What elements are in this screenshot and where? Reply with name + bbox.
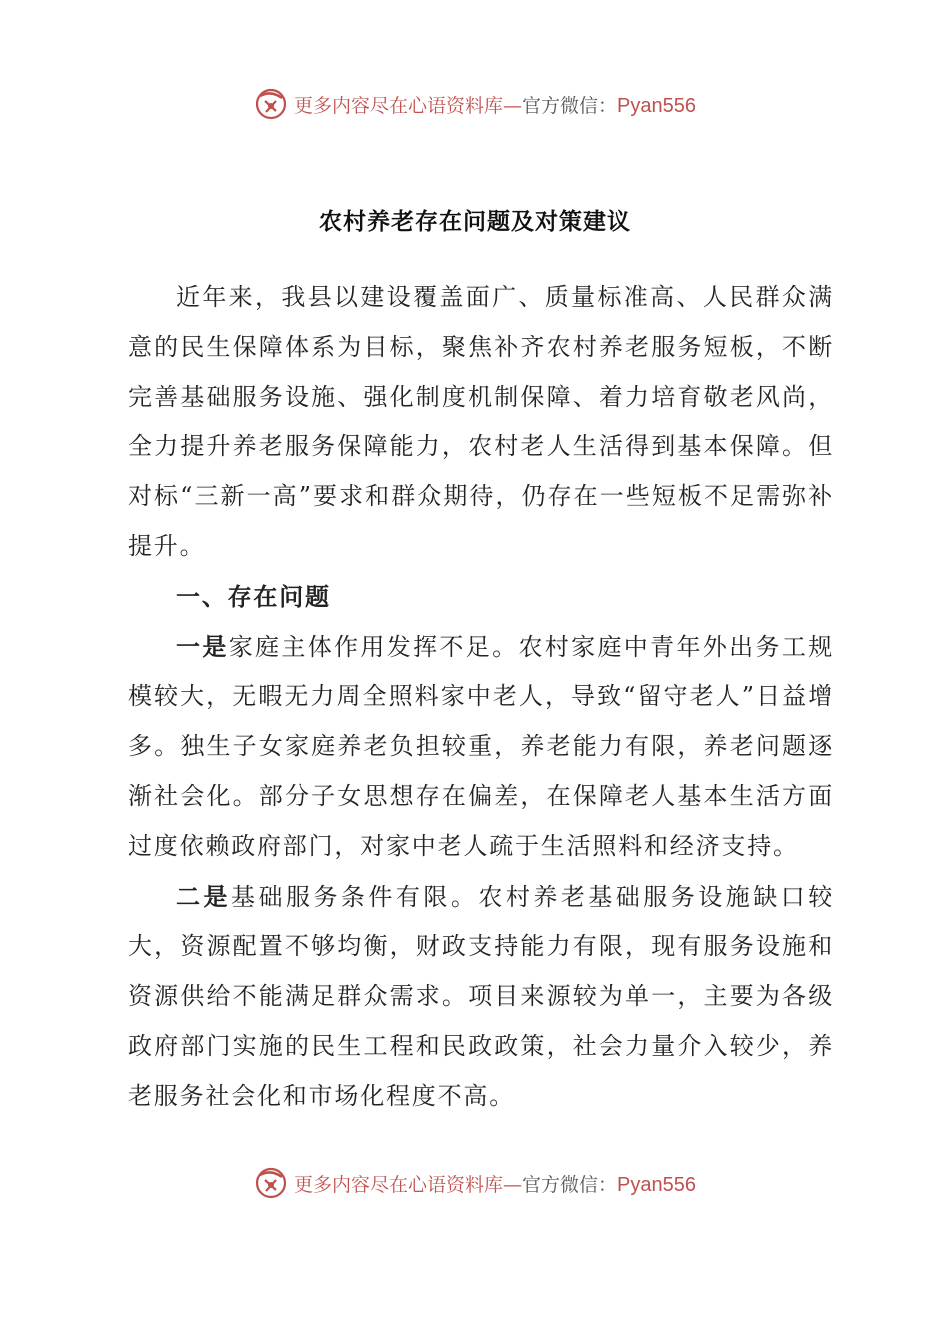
watermark-text (294, 91, 696, 118)
watermark-text (294, 1170, 696, 1197)
point-paragraph-2 (128, 872, 834, 1122)
document-title: 农村养老存在问题及对策建议 (319, 208, 631, 235)
watermark-main-text: 更多内容尽在心语资料库 (294, 94, 504, 117)
watermark-separator: — (503, 94, 523, 117)
logo-icon (254, 1166, 288, 1200)
point-paragraph-1 (128, 622, 834, 872)
point-lead-1: 一是 (176, 631, 229, 661)
intro-paragraph: 近年来，我县以建设覆盖面广、质量标准高、人民群众满意的民生保障体系为目标，聚焦补齐农村养老服务短板，不断完善基础服务设施、强化制度机制保障、着力培育敬老风尚，全力提升养老服务保障能力，农村老人生活得到基本保障。但对标“三新一高”要求和群众期待，仍存在一些短板不足需弥补提升。 (128, 283, 834, 560)
logo-icon (254, 87, 288, 121)
watermark-banner-bottom (0, 1163, 950, 1203)
document-body (128, 273, 834, 1122)
watermark-wechat-id: Pyan556 (617, 94, 696, 117)
watermark-wechat-label: 官方微信： (522, 94, 618, 117)
point-lead-2: 二是 (176, 881, 231, 911)
watermark-wechat-label: 官方微信： (522, 1173, 618, 1196)
watermark-banner-top (0, 84, 950, 124)
point-text-1: 家庭主体作用发挥不足。农村家庭中青年外出务工规模较大，无暇无力周全照料家中老人，导致“留守老人”日益增多。独生子女家庭养老负担较重，养老能力有限，养老问题逐渐社会化。部分子女思想存在偏差，在保障老人基本生活方面过度依赖政府部门，对家中老人疏于生活照料和经济支持。 (128, 632, 834, 860)
section-heading: 一、存在问题 (176, 581, 331, 611)
watermark-wechat-id: Pyan556 (617, 1173, 696, 1196)
point-text-2: 基础服务条件有限。农村养老基础服务设施缺口较大，资源配置不够均衡，财政支持能力有限，现有服务设施和资源供给不能满足群众需求。项目来源较为单一，主要为各级政府部门实施的民生工程和民政政策，社会力量介入较少，养老服务社会化和市场化程度不高。 (128, 882, 834, 1110)
watermark-main-text: 更多内容尽在心语资料库 (294, 1173, 504, 1196)
watermark-separator: — (503, 1173, 523, 1196)
